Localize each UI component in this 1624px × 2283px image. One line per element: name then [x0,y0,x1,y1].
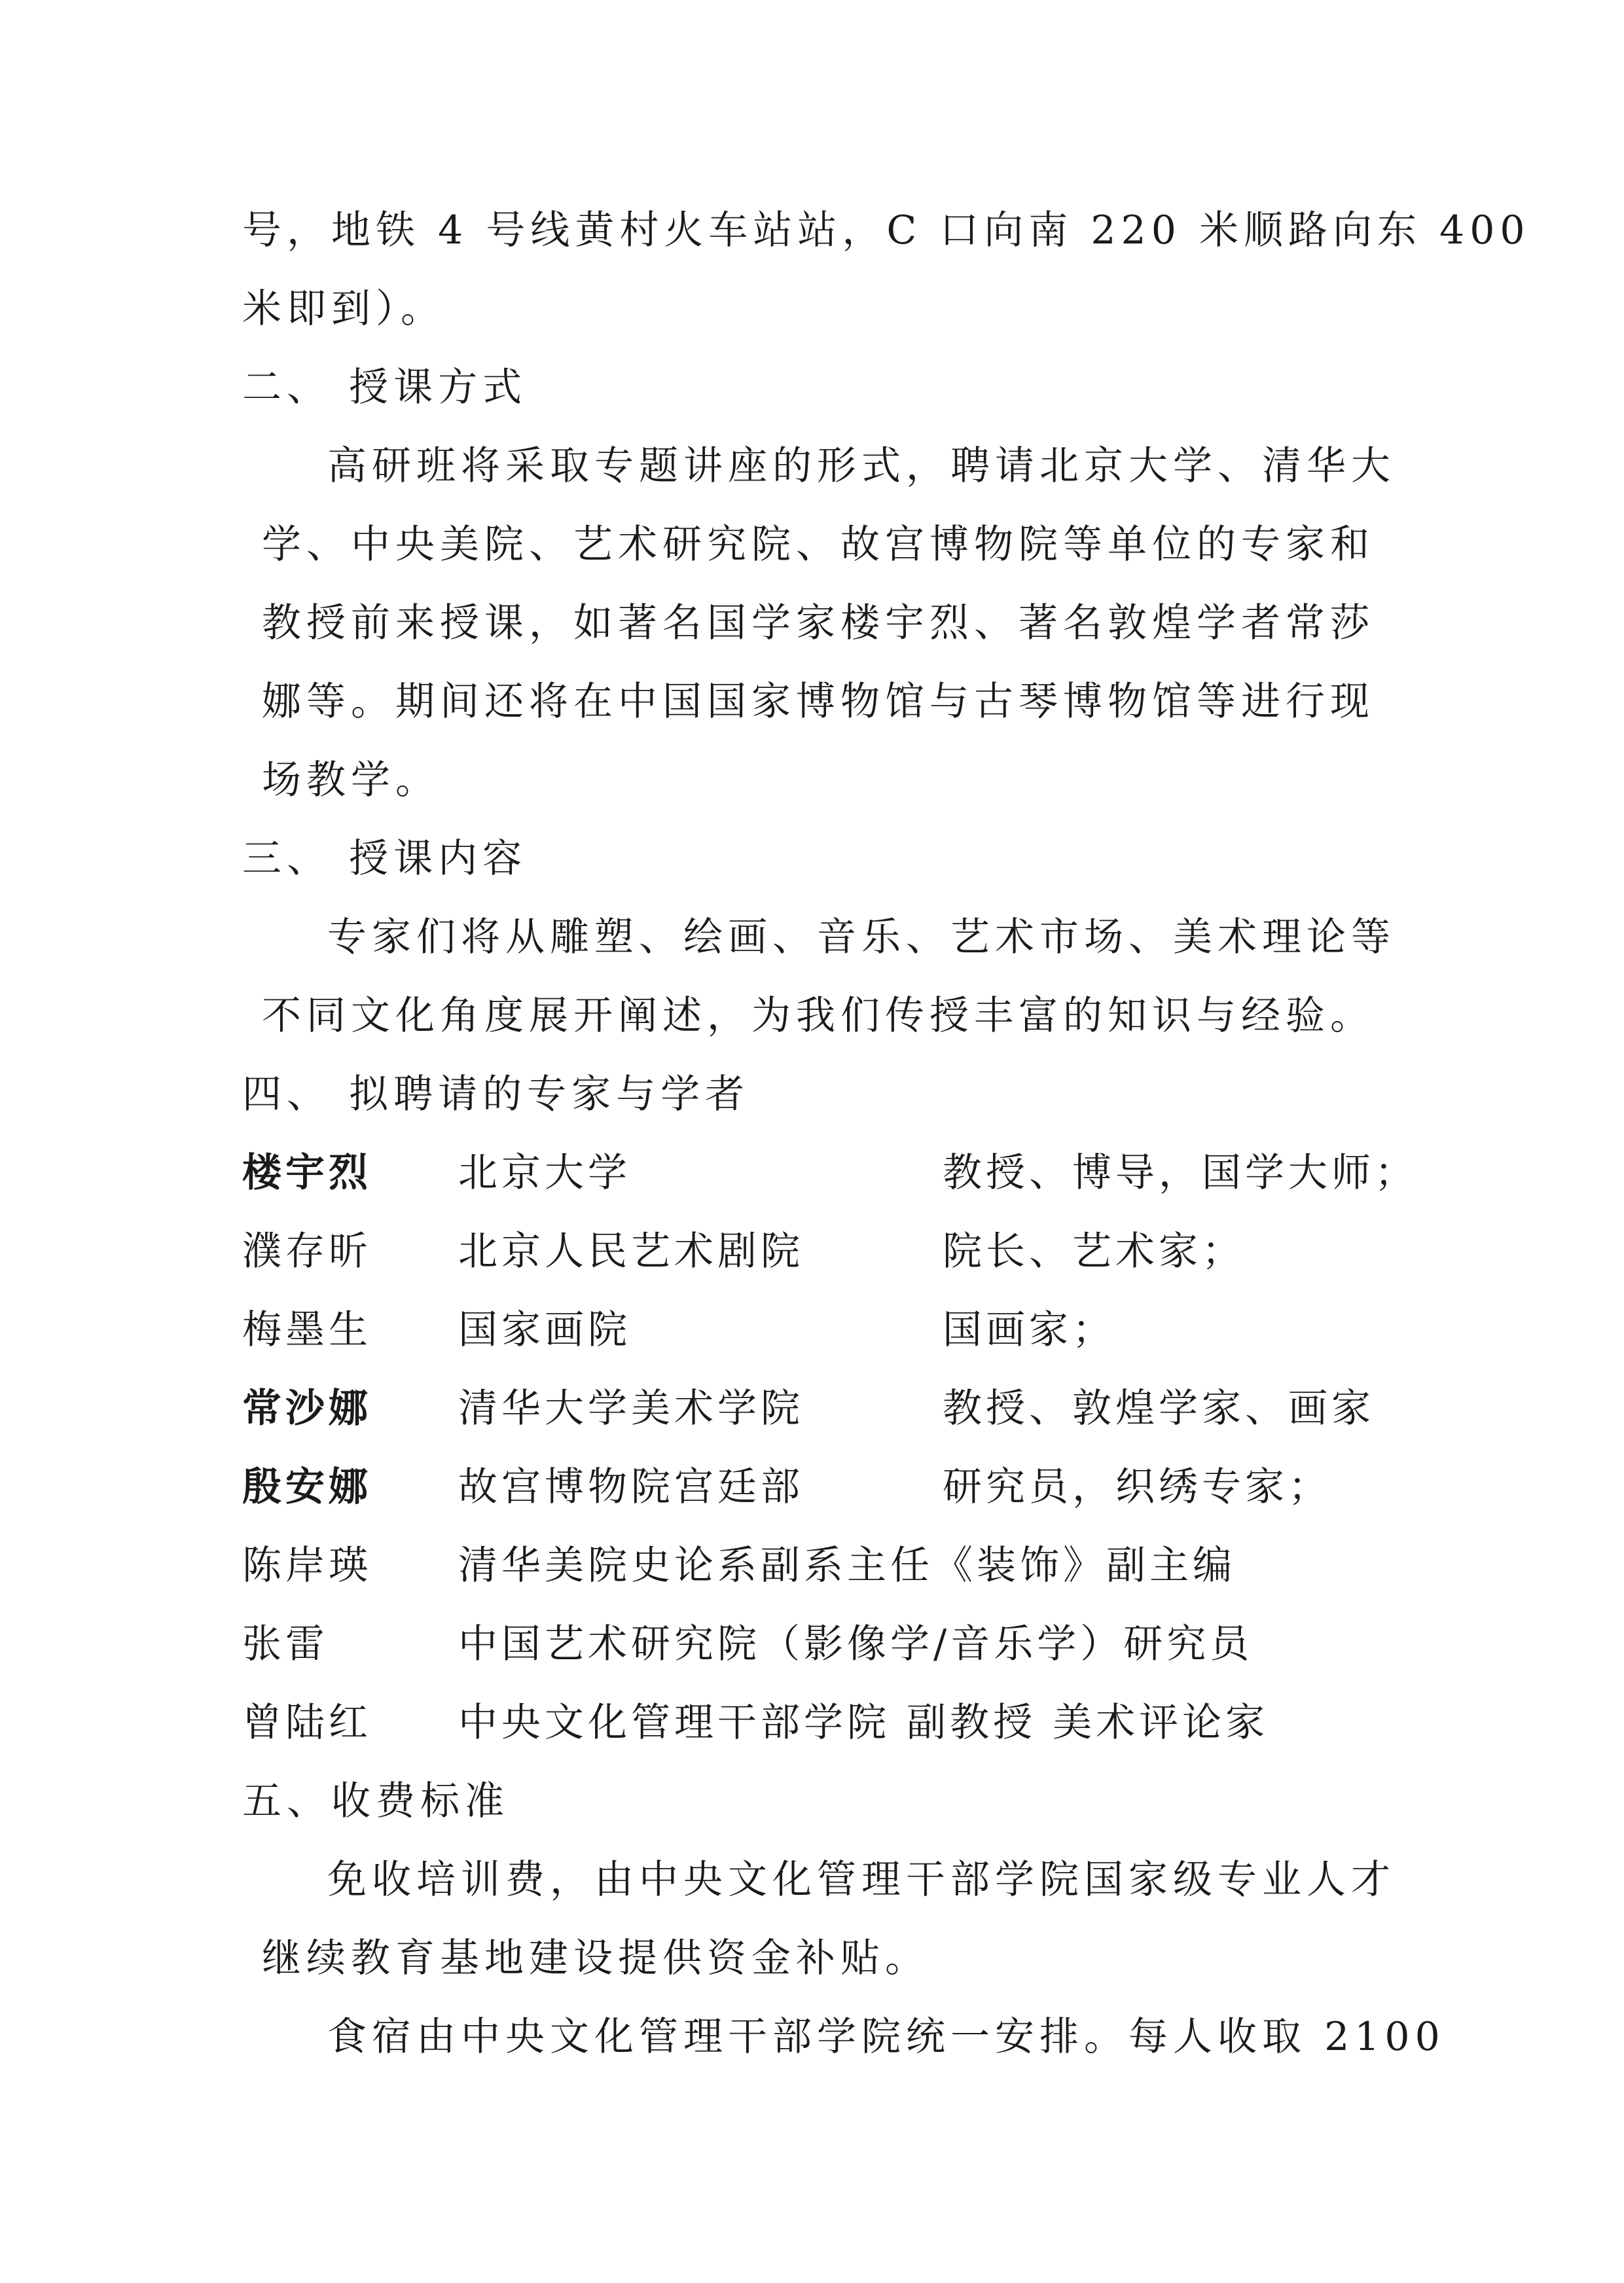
expert-org: 北京人民艺术剧院 [458,1229,804,1274]
expert-name: 梅墨生 [242,1307,372,1353]
paragraph-line: 教授前来授课，如著名国学家楼宇烈、著名敦煌学者常莎 [262,600,1375,646]
paragraph-line: 高研班将采取专题讲座的形式，聘请北京大学、清华大 [327,443,1396,489]
expert-org: 国家画院 [458,1307,631,1353]
paragraph-line: 学、中央美院、艺术研究院、故宫博物院等单位的专家和 [262,522,1375,567]
expert-name: 殷安娜 [242,1464,372,1510]
paragraph-line: 场教学。 [262,757,440,803]
paragraph-line: 专家们将从雕塑、绘画、音乐、艺术市场、美术理论等 [327,914,1396,960]
expert-title: 研究员，织绣专家； [943,1464,1331,1510]
expert-org: 清华大学美术学院 [458,1386,804,1431]
expert-name: 陈岸瑛 [242,1543,372,1589]
expert-name: 楼宇烈 [242,1150,372,1196]
paragraph-line: 不同文化角度展开阐述，为我们传授丰富的知识与经验。 [262,993,1375,1039]
expert-name: 常沙娜 [242,1386,372,1431]
paragraph-line: 继续教育基地建设提供资金补贴。 [262,1935,929,1981]
text-line: 米即到）。 [242,286,445,332]
expert-org: 北京大学 [458,1150,631,1196]
expert-title: 教授、博导，国学大师； [943,1150,1418,1196]
expert-org: 中国艺术研究院（影像学/音乐学）研究员 [458,1621,1254,1667]
expert-title: 院长、艺术家； [943,1229,1245,1274]
section-heading-teaching-method: 二、 授课方式 [242,365,528,410]
expert-org: 故宫博物院宫廷部 [458,1464,804,1510]
paragraph-line: 食宿由中央文化管理干部学院统一安排。每人收取 2100 [327,2014,1445,2060]
paragraph-line: 娜等。期间还将在中国国家博物馆与古琴博物馆等进行现 [262,679,1375,725]
text-line: 号，地铁 4 号线黄村火车站站，C 口向南 220 米顺路向东 400 [242,207,1530,253]
expert-title: 国画家； [943,1307,1115,1353]
expert-name: 张雷 [242,1621,329,1667]
expert-name: 曾陆红 [242,1700,372,1746]
section-heading-experts: 四、 拟聘请的专家与学者 [242,1071,750,1117]
section-heading-fees: 五、收费标准 [242,1778,509,1824]
paragraph-line: 免收培训费，由中央文化管理干部学院国家级专业人才 [327,1857,1396,1903]
expert-org: 清华美院史论系副系主任《装饰》副主编 [458,1543,1236,1589]
section-heading-teaching-content: 三、 授课内容 [242,836,528,882]
expert-name: 濮存昕 [242,1229,372,1274]
expert-title: 教授、敦煌学家、画家 [943,1386,1375,1431]
expert-org: 中央文化管理干部学院 副教授 美术评论家 [458,1700,1269,1746]
